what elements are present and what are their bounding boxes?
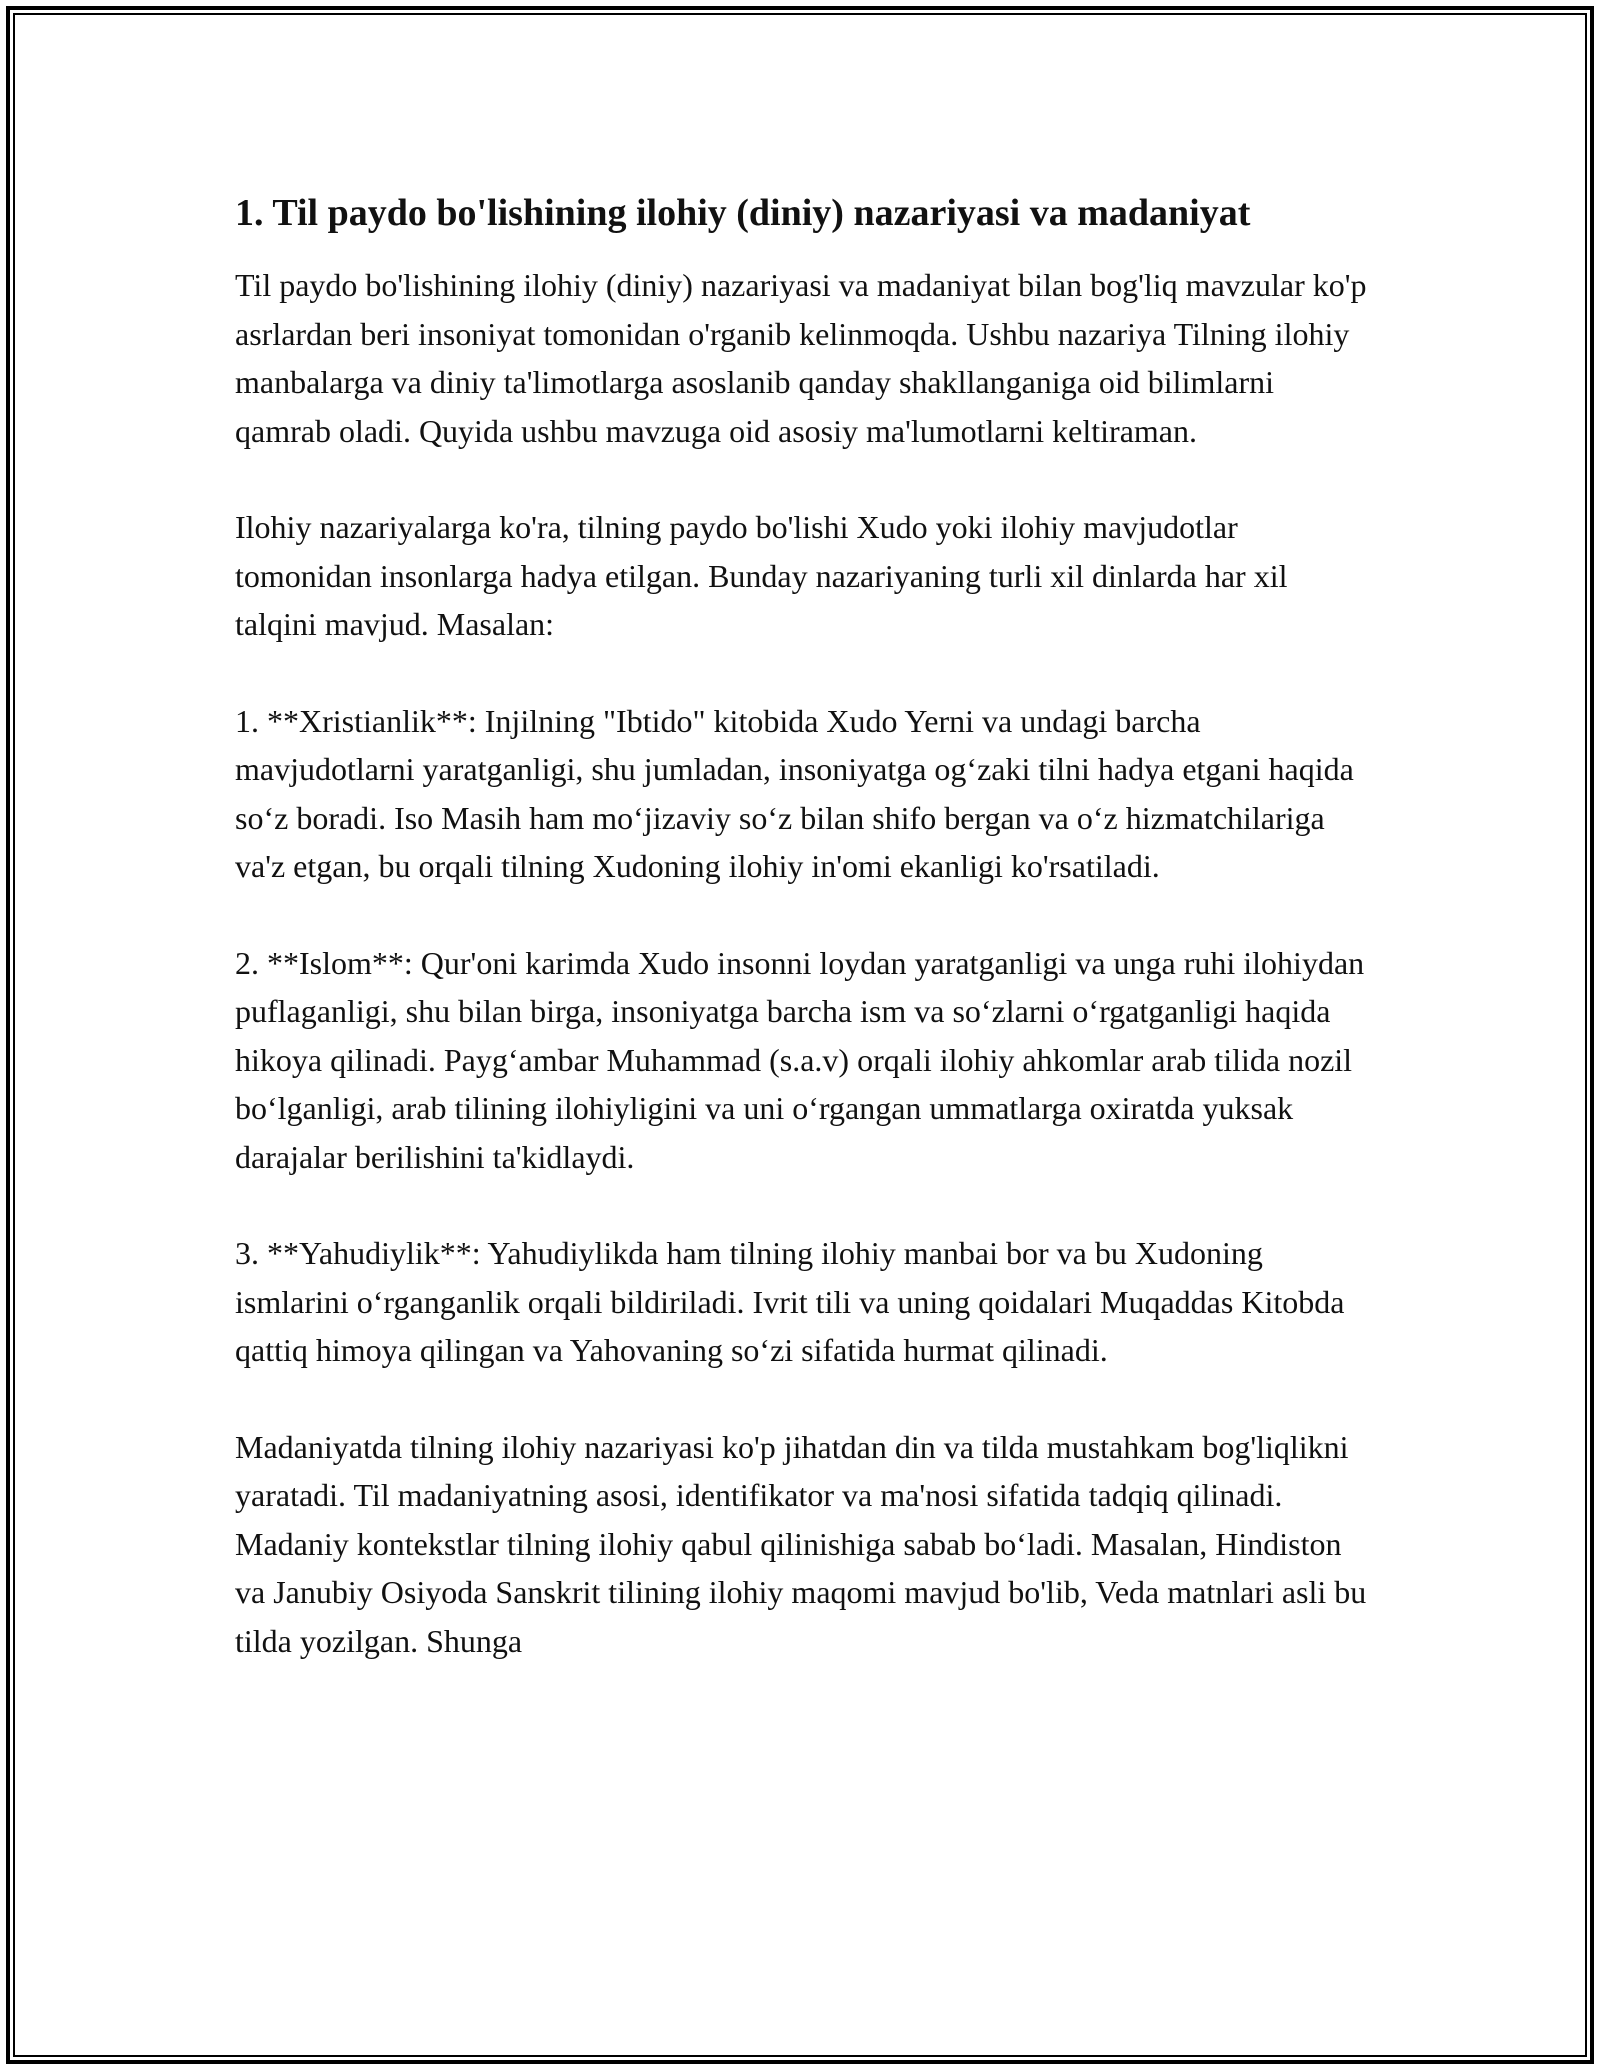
- document-body: [235, 185, 1375, 1713]
- paragraph-christianity: 1. **Xristianlik**: Injilning "Ibtido" kitobida Xudo Yerni va undagi barcha mavjudotlarni yaratganligi, shu jumladan, insoniyatga og‘zaki tilni hadya etgani haqida so‘z boradi. Iso Masih ham mo‘jizaviy so‘z bilan shifo bergan va o‘z hizmatchilariga va'z etgan, bu orqali tilning Xudoning ilohiy in'omi ekanligi ko'rsatiladi.: [235, 702, 1354, 884]
- paragraph-divine-theories: Ilohiy nazariyalarga ko'ra, tilning paydo bo'lishi Xudo yoki ilohiy mavjudotlar tomonidan insonlarga hadya etilgan. Bunday nazariyaning turli xil dinlarda har xil talqini mavjud. Masalan:: [235, 509, 1288, 642]
- paragraph-islam: 2. **Islom**: Qur'oni karimda Xudo insonni loydan yaratganligi va unga ruhi ilohiydan puflaganligi, shu bilan birga, insoniyatga barcha ism va so‘zlarni o‘rgatganligi haqida hikoya qilinadi. Payg‘ambar Muhammad (s.a.v) orqali ilohiy ahkomlar arab tilida nozil bo‘lganligi, arab tilining ilohiyligini va uni o‘rgangan ummatlarga oxiratda yuksak darajalar berilishini ta'kidlaydi.: [235, 944, 1365, 1175]
- document-title: 1. Til paydo bo'lishining ilohiy (diniy) nazariyasi va madaniyat: [235, 192, 1251, 234]
- paragraph-intro: Til paydo bo'lishining ilohiy (diniy) nazariyasi va madaniyat bilan bog'liq mavzular ko'p asrlardan beri insoniyat tomonidan o'rganib kelinmoqda. Ushbu nazariya Tilning ilohiy manbalarga va diniy ta'limotlarga asoslanib qanday shakllanganiga oid bilimlarni qamrab oladi. Quyida ushbu mavzuga oid asosiy ma'lumotlarni keltiraman.: [235, 267, 1367, 449]
- paragraph-judaism: 3. **Yahudiylik**: Yahudiylikda ham tilning ilohiy manbai bor va bu Xudoning ismlarini o‘rganganlik orqali bildiriladi. Ivrit tili va uning qoidalari Muqaddas Kitobda qattiq himoya qilingan va Yahovaning so‘zi sifatida hurmat qilinadi.: [235, 1235, 1345, 1368]
- paragraph-culture: Madaniyatda tilning ilohiy nazariyasi ko'p jihatdan din va tilda mustahkam bog'liqlikni yaratadi. Til madaniyatning asosi, identifikator va ma'nosi sifatida tadqiq qilinadi. Madaniy kontekstlar tilning ilohiy qabul qilinishiga sabab bo‘ladi. Masalan, Hindiston va Janubiy Osiyoda Sanskrit tilining ilohiy maqomi mavjud bo'lib, Veda matnlari asli bu tilda yozilgan. Shunga: [235, 1428, 1367, 1659]
